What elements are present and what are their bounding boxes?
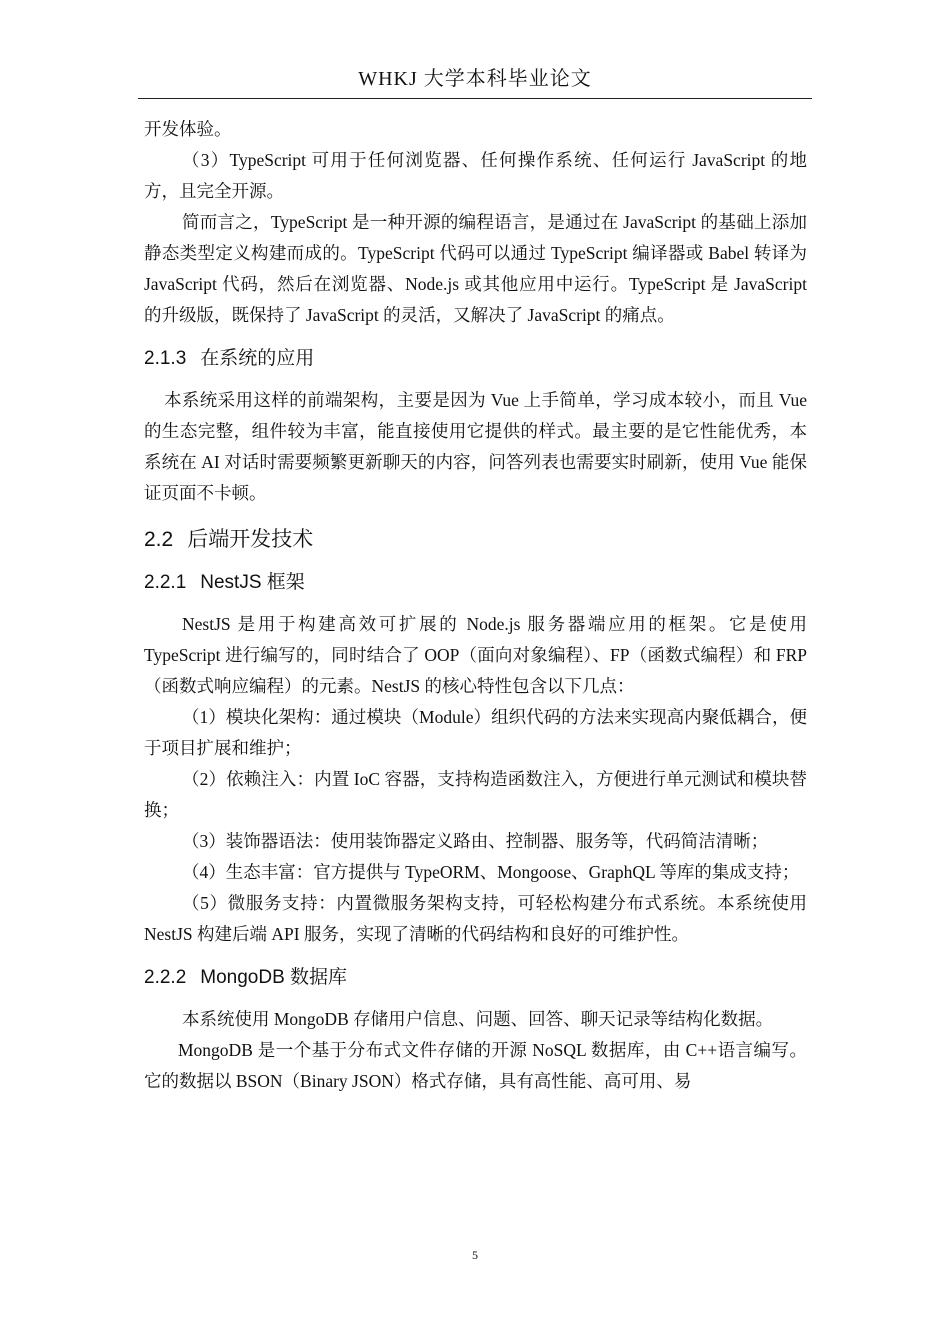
section-heading-2-1-3 [144,345,807,373]
paragraph: 本系统使用 MongoDB 存储用户信息、问题、回答、聊天记录等结构化数据。 [182,1009,774,1029]
section-title: 后端开发技术 [187,528,314,551]
list-item: （2）依赖注入：内置 IoC 容器，支持构造函数注入，方便进行单元测试和模块替换； [144,769,807,820]
paragraph: （3）TypeScript 可用于任何浏览器、任何操作系统、任何运行 JavaScript 的地方，且完全开源。 [144,150,807,201]
section-title: 在系统的应用 [200,348,315,369]
section-heading-2-2-1 [144,569,807,597]
paragraph: 本系统采用这样的前端架构，主要是因为 Vue 上手简单，学习成本较小，而且 Vue 的生态完整，组件较为丰富，能直接使用它提供的样式。最主要的是它性能优秀，本系统在 AI 对话时需要频繁更新聊天的内容，问答列表也需要实时刷新，使用 Vue 能保证页面不卡顿。 [144,390,807,503]
section-number: 2.2.1 [144,572,187,593]
section-heading-2-2-2 [144,964,807,992]
section-number: 2.2 [144,528,174,551]
list-item: （3）装饰器语法：使用装饰器定义路由、控制器、服务等，代码简洁清晰； [182,831,769,851]
section-number: 2.1.3 [144,348,187,369]
paragraph: MongoDB 是一个基于分布式文件存储的开源 NoSQL 数据库，由 C++语言编写。它的数据以 BSON（Binary JSON）格式存储，具有高性能、高可用、易 [144,1040,807,1091]
body-text [144,114,807,1097]
page-number: 5 [472,1248,478,1262]
running-header: WHKJ 大学本科毕业论文 [358,68,592,90]
section-heading-2-2 [144,525,807,555]
section-title: NestJS 框架 [200,572,305,593]
paragraph: 简而言之，TypeScript 是一种开源的编程语言，是通过在 JavaScript 的基础上添加静态类型定义构建而成的。TypeScript 代码可以通过 TypeScript 编译器或 Babel 转译为 JavaScript 代码，然后在浏览器、Node.js 或其他应用中运行。TypeScript 是 JavaScript 的升级版，既保持了 JavaScript 的灵活，又解决了 JavaScript 的痛点。 [144,212,807,325]
list-item: （5）微服务支持：内置微服务架构支持，可轻松构建分布式系统。本系统使用 NestJS 构建后端 API 服务，实现了清晰的代码结构和良好的可维护性。 [144,893,807,944]
paragraph: NestJS 是用于构建高效可扩展的 Node.js 服务器端应用的框架。它是使用 TypeScript 进行编写的，同时结合了 OOP（面向对象编程）、FP（函数式编程）和 FRP（函数式响应编程）的元素。NestJS 的核心特性包含以下几点： [144,614,807,696]
list-item: （1）模块化架构：通过模块（Module）组织代码的方法来实现高内聚低耦合，便于项目扩展和维护； [144,707,807,758]
section-title: MongoDB 数据库 [200,967,348,988]
list-item: （4）生态丰富：官方提供与 TypeORM、Mongoose、GraphQL 等库的集成支持； [182,862,800,882]
paragraph: 开发体验。 [144,119,232,139]
header-rule [138,98,812,99]
section-number: 2.2.2 [144,967,187,988]
